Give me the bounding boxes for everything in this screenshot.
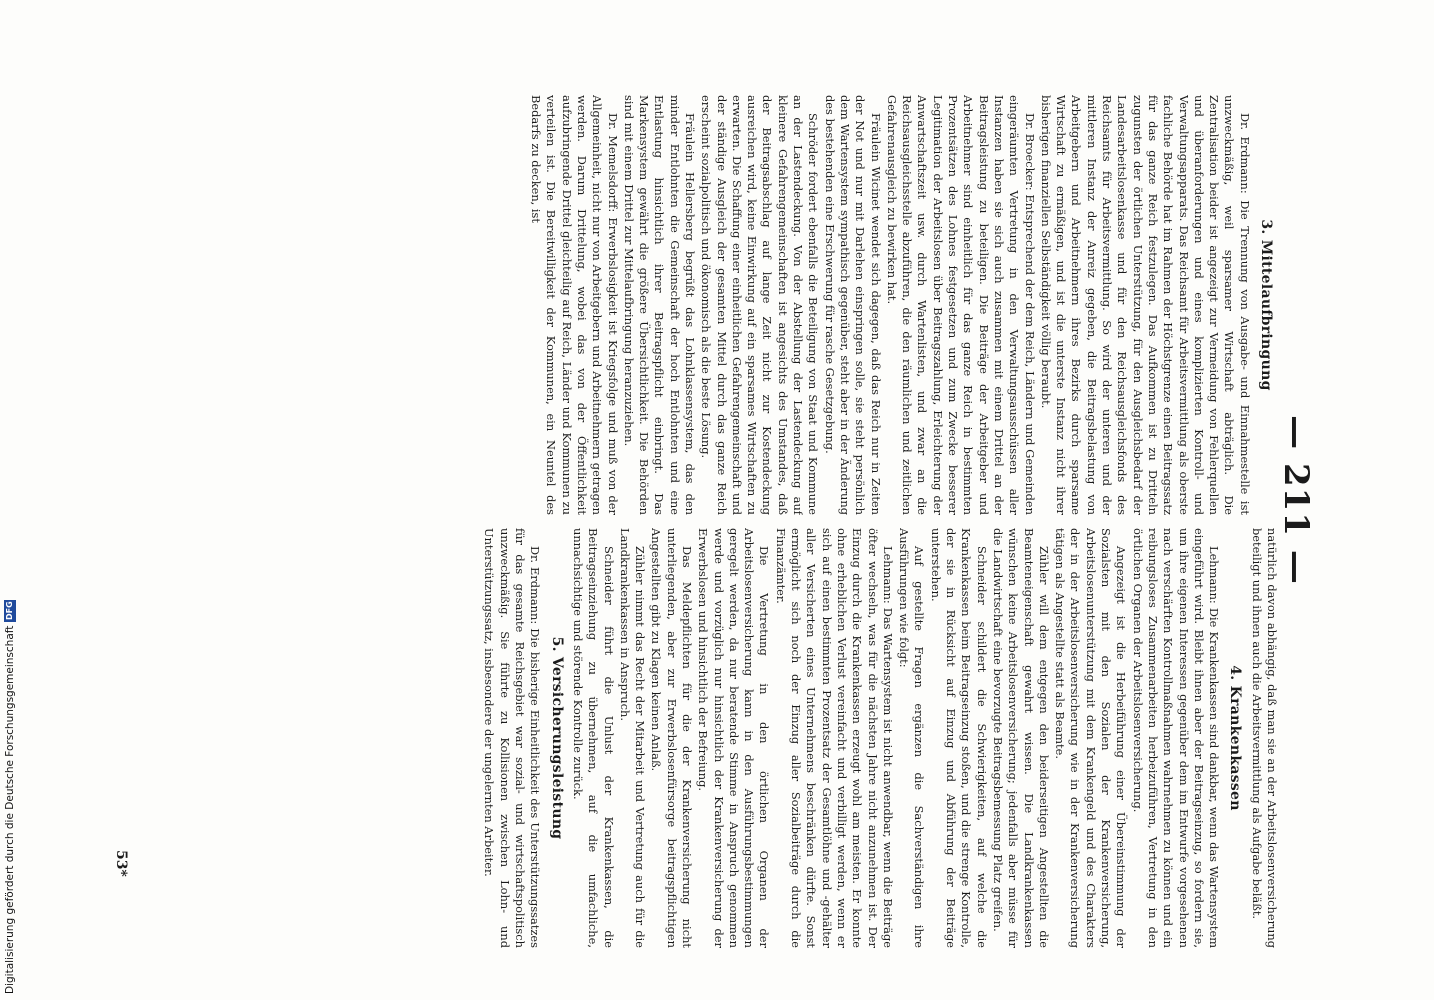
paragraph: Zühler nimmt das Recht der Mitarbeit und Vertretung auch für die Landkrankenkassen in Anspruch.: [617, 528, 648, 948]
paragraph: Fräulein Hellersberg begrüßt das Lohnklassensystem, das den minder Entlohnten die Gemeinschaft der hoch Entlohnten und eine Entlastung hinsichtlich ihrer Beitragspflicht einbringt. Das Markensystem gewährt die größere Übersichtlichkeit. Die Behörden sind mit einem Drittel zur Mittelaufbringung heranzuziehen.: [621, 95, 698, 515]
paragraph: Dr. Erdmann: Die bisherige Einheitlichkeit des Unterstützungssatzes für das gesamte Reichsgebiet war sozial- und wirtschaftspolitisch unzweckmäßig. Sie führte zu Kollisionen zwischen Lohn- und Unterstützungssatz, insbesondere der ungelernten Arbeiter.: [482, 528, 543, 948]
dfg-logo-icon: DFG: [5, 601, 14, 620]
right-column: [159, 528, 1279, 948]
paragraph: Schröder fordert ebenfalls die Beteiligung von Staat und Kommune an der Lastendeckung. Von der Abstellung der Lastendeckung auf kleinere Gefahrengemeinschaften ist angesichts des Umstandes, daß der Beitragsabschlag auf lange Zeit nicht zur Kostendeckung ausreichen wird, keine Einwirkung auf ein sparsames Wirtschaften zu erwarten. Die Schaffung einer einheitlichen Gefahrengemeinschaft und der ständige Ausgleich der gesamten Mittel durch das ganze Reich erscheint sozialpolitisch und ökonomisch als die beste Lösung.: [699, 95, 821, 515]
paragraph: Dr. Memelsdorff: Erwerbslosigkeit ist Kriegsfolge und muß von der Allgemeinheit, nicht nur von Arbeitgebern und Arbeitnehmern getragen werden. Darum Drittelung, wobei das von der Öffentlichkeit aufzubringende Drittel gleichteilig auf Reich, Länder und Kommunen zu verteilen ist. Die Bereitwilligkeit der Kommunen, ein Neuntel des Bedarfs zu decken, ist: [529, 95, 620, 515]
paragraph: Angezeigt ist die Herbeiführung einer Übereinstimmung der Sozialsten mit den Sozialen der Krankenversicherung, Arbeitslosenunterstützung mit dem Krankengeld und des Charakters der in der Arbeitslosenversicherung wie in der Krankenversicherung tätigen als Angestellte statt als Beamte.: [1053, 528, 1129, 948]
section-heading-3: 3. Mittelaufbringung: [1258, 219, 1274, 391]
paragraph-continued: natürlich davon abhängig, daß man sie an der Arbeitslosenversicherung beteiligt und ihnen auch die Arbeitsvermittlung als Aufgabe beläßt.: [1249, 528, 1279, 948]
paragraph: Schneider schildert die Schwierigkeiten, auf welche die Krankenkassen beim Beitragseinzug stoßen, und die strenge Kontrolle, der sie in Rücksicht auf Einzug und Abführung der Beiträge unterstehen.: [928, 528, 989, 948]
paragraph: Lehmann: Das Wartensystem ist nicht anwendbar, wenn die Beiträge öfter wechseln, was für die nächsten Jahre nicht anzunehmen ist. Der Einzug durch die Krankenkassen erzeugt wohl am meisten. Er konnte ohne erheblichen Verlust vereinfacht und verbilligt werden, wenn er sich auf einen bestimmten Prozentsatz der Gesamtlöhne und -gehälter aller Versicherten eines Unternehmens beschränken dürfte. Sonst ermöglicht sich noch der Einzug aller Sozialbeiträge durch die Finanzämter.: [773, 528, 895, 948]
paragraph: Fräulein Wicinet wendet sich dagegen, daß das Reich nur in Zeiten der Not und nur mit Darlehen einspringen solle, sie steht persönlich dem Wartensystem sympathisch gegenüber, steht aber in der Änderung des bestehenden eine Erschwerung für rasche Gesetzgebung.: [822, 95, 883, 515]
paragraph: Zühler will dem entgegen den beiderseitigen Angestellten die Beamteneigenschaft gewahrt wissen. Die Landkrankenkassen wünschen keine Arbeitslosenversicherung; jedenfalls aber müsse für die Landwirtschaft eine bevorzugte Beitragsbemessung Platz greifen.: [990, 528, 1051, 948]
section-heading-5: 5. Versicherungsleistung: [548, 636, 565, 840]
paragraph: Schneider führt die Unlust der Krankenkassen, die Beitragseinziehung zu übernehmen, auf die umfachliche, unnachsichtige und störende Kontrolle zurück.: [570, 528, 616, 948]
paragraph: Dr. Erdmann: Die Trennung von Ausgabe- und Einnahmestelle ist unzweckmäßig, weil sparsamer Wirtschaft abträglich. Die Zentralisation beider ist angezeigt zur Vermeidung von Fehlerquellen und überanforderungen und eines komplizierten Kontroll- und Verwaltungsapparats. Das Reichsamt für Arbeitsvermittlung als oberste fachliche Behörde hat im Rahmen der Höchstgrenze einen Beitragssatz für das ganze Reich festzulegen. Das Aufkommen ist zu Dritteln zugunsten der örtlichen Unterstützung, für den Ausgleichsbedarf der Landesarbeitslosenkasse und für den Reichsausgleichsfonds des Reichsamts für Arbeitsvermittlung. So wird der unteren und der mittleren Instanz der Anreiz gegeben, die Beitragsbelastung von Arbeitgebern und Arbeitnehmern ihres Bezirks durch sparsame Wirtschaft zu ermäßigen, und ist die unterste Instanz nicht ihrer bisherigen finanziellen Selbständigkeit völlig beraubt.: [1038, 95, 1252, 515]
page-number: — 211 —: [1276, 415, 1316, 585]
paragraph: Die Vertretung in den örtlichen Organen der Arbeitslosenversicherung kann in den Ausführungsbestimmungen geregelt werden, da nur beratende Stimme in Anspruch genommen werde und vorzüglich nur hinsichtlich der Krankenversicherung der Erwerbslosen und hinsichtlich der Befreiung.: [696, 528, 772, 948]
paragraph: Das Meldepflichten für die der Krankenversicherung nicht unterliegenden, aber zur Erwerbslosenfürsorge beitragspflichtigen Angestellten gibt zu Klagen keinen Anlaß.: [649, 528, 695, 948]
credit-text: Digitalisierung gefördert durch die Deutsche Forschungsgemeinschaft: [4, 625, 16, 994]
section-heading-4: 4. Krankenkassen: [1227, 665, 1244, 811]
paragraph: Dr. Broecker: Entsprechend der dem Reich, Ländern und Gemeinden eingeräumten Vertretung in den Verwaltungsausschüssen aller Instanzen haben sie sich auch zusammen mit einem Drittel an der Beitragsleistung zu beteiligen. Die Beiträge der Arbeitgeber und Arbeitnehmer sind einheitlich für das ganze Reich in bestimmten Prozentsätzen des Lohnes festgesetzen und zum Zwecke besserer Legitimation der Arbeitslosen über Beitragszahlung, Erleichterung der Anwartschaftszeit usw. durch Wartenlisten, und zwar an die Reichsausgleichsstelle abzuführen, die den räumlichen und zeitlichen Gefahrenausgleich zu bewirken hat.: [884, 95, 1037, 515]
digitization-credit: [2, 594, 18, 994]
left-column: [159, 95, 1279, 515]
paragraph: Lehmann: Die Krankenkassen sind dankbar, wenn das Wartensystem eingeführt wird. Bleibt ihnen aber der Beitragseinzug, so fordern sie, um ihre eigenen Interessen gegenüber dem im Entwurfe vorgesehenen nach verschärften Kontrollmaßnahmen wahrnehmen zu können und ein reibungsloses Zusammenarbeiten herbeizuführen, Vertretung in den örtlichen Organen der Arbeitslosenversicherung.: [1130, 528, 1222, 948]
paragraph: Auf gestellte Fragen ergänzen die Sachverständigen ihre Ausführungen wie folgt:: [897, 528, 927, 948]
signature-mark: 53*: [113, 850, 129, 877]
